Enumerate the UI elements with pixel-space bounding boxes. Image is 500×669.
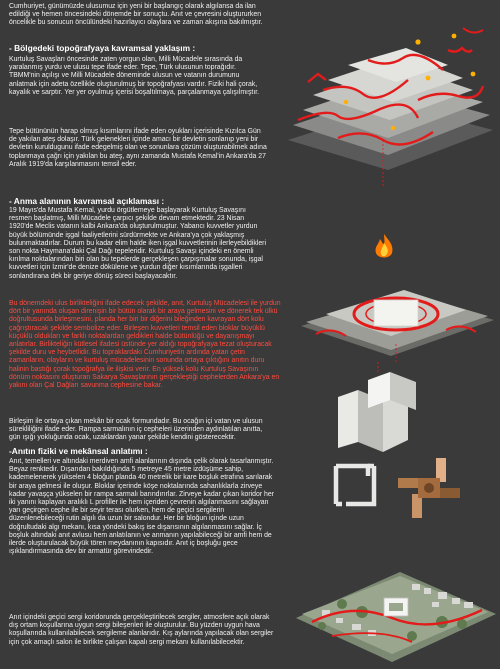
- terrain-layers: [288, 48, 493, 170]
- section3-paragraph-2: Anıt içindeki geçici sergi koridorunda gerçekleştirilecek sergiler, atmosfere açık olarak dış ortam koşullarına uygun sergi bileşenleri ile oluşturulur. Bu yüzden uygun hava koşullarında kullanılabilecek sergileme alanlarıdır. Kış aylarında yapılacak olan sergiler için çok amaçlı salon ile birlikte çalışan kapalı sergi mekanı kullanılabilecektir.: [9, 614, 274, 646]
- intro-paragraph: Cumhuriyet, günümüzde ulusumuz için yeni bir başlangıç olarak algılansa da ilan edildiği ve hemen öncesindeki dönemde bir sonuçtu. Anıt ve çevresini oluştururken öncelikle bu sonucun öncülündeki hazırlayıcı olaylara ve zaman akışına bakılmıştır.: [9, 3, 263, 27]
- section1-paragraph-2: Tepe bütününün harap olmuş kısımlarını ifade eden oyukları içerisinde Kızılca Gün de yakılan ateş dolaşır. Türk gelenekleri içinde amacı bir devletin sonlanıp yeni bir devletin kuruldugunu ifade edegelmiş olan ve sonunlara çözüm oluşturabilmek adına toplanmaya çağrı için yakılan bu ateş, aynı zamanda Mustafa Kemal'in Ankara'da 27 Aralık 1919'da karşılanmasını temsil eder.: [9, 128, 267, 168]
- aerial-site-figure: [292, 532, 498, 666]
- section1-paragraph-1: Kurtuluş Savaşları öncesinde zaten yorgun olan, Milli Mücadele sırasında da yaralanmış yurdu ve ulusu tepe ifade eder. Tepe, Türk ulusunun toprağıdır. TBMM'nin açılışı ve Milli Mücadele döneminde ulusun ve vatanın durumunu anlatmak için adeta özellikle oluşturulmuş bir topoğrafyası vardır. Fiziki hali çorak, kayalık ve sarptır. Yer yer oyulmuş içerisi boşaltılmaya, parçalanmaya çalışılmıştır.: [9, 56, 260, 96]
- flame-icon: [371, 233, 397, 261]
- four-hands-icon: [398, 458, 460, 518]
- topography-model-figure: [268, 20, 498, 190]
- section2-paragraph-2: Bu dönemdeki ulus birlikteliğini ifade edecek şekilde, anıt, Kurtuluş Mücadelesi ile yurdun dört bir yanında oluşan direnişin bir bütün olarak bir araya gelmesini ve dönerek tek ülkü doğrultusunda birleşmesini, planda her biri bir diğerini bileğinden kavrayan dört kolu çağrıştıracak şekilde sembolize eder. Birleşen kuvvetleri temsil eden bloklar büyüklü küçüklü oldukları ve farklı noktalardan geldikleri halde bütünlüğü ve dayanışmayı anlatırlar. Birlikteliğin kütlesel ifadesi üstünde yer aldığı topoğrafyaya tezat oluşturacak şekilde duru ve heybetlidir. Bu topraklardaki Cumhuriyetin ardında yatan çetin zamanların, olayların ve kurtuluş mücadelesinin sonunda ortaya çıktığını anıtın duru halinin bastığı çorak topoğrafya ile ilişkisi verir. En yüksek kolu Kurtuluş Savaşının dönüm noktasını oluşturan Sakarya Savaşlarının gerçekleştiği cephelerden Ankara'ya en yakını olan Çal Dağları savunma cephesine bakar.: [9, 300, 281, 390]
- monument-blocks-figure: [328, 362, 428, 452]
- memorial-site-figure: [296, 264, 496, 364]
- section2-paragraph-1: 19 Mayıs'da Mustafa Kemal, yurdu örgütlemeye başlayarak Kurtuluş Savaşını resmen başlatmış, Milli Mücadele çarpıcı şekilde devam etmektedir. 23 Nisan 1920'de Meclis vatanın kalbi Ankara'da oluşturulmuştur. Yabancı kuvvetler yurdun büyük bölümünde işgal faaliyetlerini sürdürmekte ve Ankara'ya çok yaklaşmış bulunmaktadırlar. Durum bu kadar elim halde iken işgal kuvvetlerinin ilerleyebildikleri son nokta Haymana'daki Çal Dağı tepeleridir. Kurtuluş Savaşı içindeki en önemli kırılma noktalarından biri olan bu tepelerde gerçekleşen çarpışmalar sonunda, işgal kuvvetleri için İzmir'de denize dökülene ve yurdun diğer kısımlarında işgalleri sonlandırana dek bir geriye dönüş süreci başlayacaktır.: [9, 207, 266, 280]
- square-plan-icon: [332, 462, 378, 508]
- section1-heading: - Bölgedeki topoğrafyaya kavramsal yaklaşım :: [9, 43, 196, 53]
- section3-heading: -Anıtın fiziki ve mekânsal anlatımı :: [9, 446, 148, 456]
- section2-paragraph-3: Birleşim ile ortaya çıkan mekân bir ocak formundadır. Bu ocağın içi vatan ve ulusun sürekliliğini ifade eder. Rampa sarmalının iç cepheleri üzerinden aydınlatılan anıtta, gün ışığı yokluğunda ocak, uzaklardan yanar şekilde kendini gösterecektir.: [9, 418, 263, 442]
- section3-paragraph-1: Anıt, temelleri ve altındaki merdiven amfi alanlarının dışında çelik olarak tasarlanmıştır. Beyaz renktedir. Dışarıdan bakıldığında 5 metreye 45 metre izdüşüme sahip, kademelenerek yükselen 4 bloğun planda 40 metrelik bir kare boşluk etrafına sarılarak bir araya gelmesi ile oluşur. Bloklar içerinde köşe noktalarında sahanlıklarla zirveye kadar yavaşça yükselen bir rampa sarmalı barındırırlar. Zirveye kadar çıkan koridor her iki yanını kaplayan aralıklı L profiller ile hem içeriden çevrenin algılanmasını sağlayan yarı geçirgen cephe ile bir seyir terası olurken, hem de geçici sergilerin düzenlenebileceği rutin algılı da uzun bir salondur. Her bir bloğun içinde uzun doğrultudaki algı mekanı, kısa yöndeki bakış ise dışarısının algılanmasını sağlar. İç boşluk altındaki anıt avlusu hem anlatılanın ve anmanın yapılabileceği bir amfi hem de ilerde oluşturulacak büyük tören meydanının kapısıdır. Anıt iç boşluğu gece ışıklandırmasında dev bir armatür görevindedir.: [9, 458, 275, 556]
- section2-heading: - Anma alanının kavramsal açıklaması :: [9, 196, 165, 206]
